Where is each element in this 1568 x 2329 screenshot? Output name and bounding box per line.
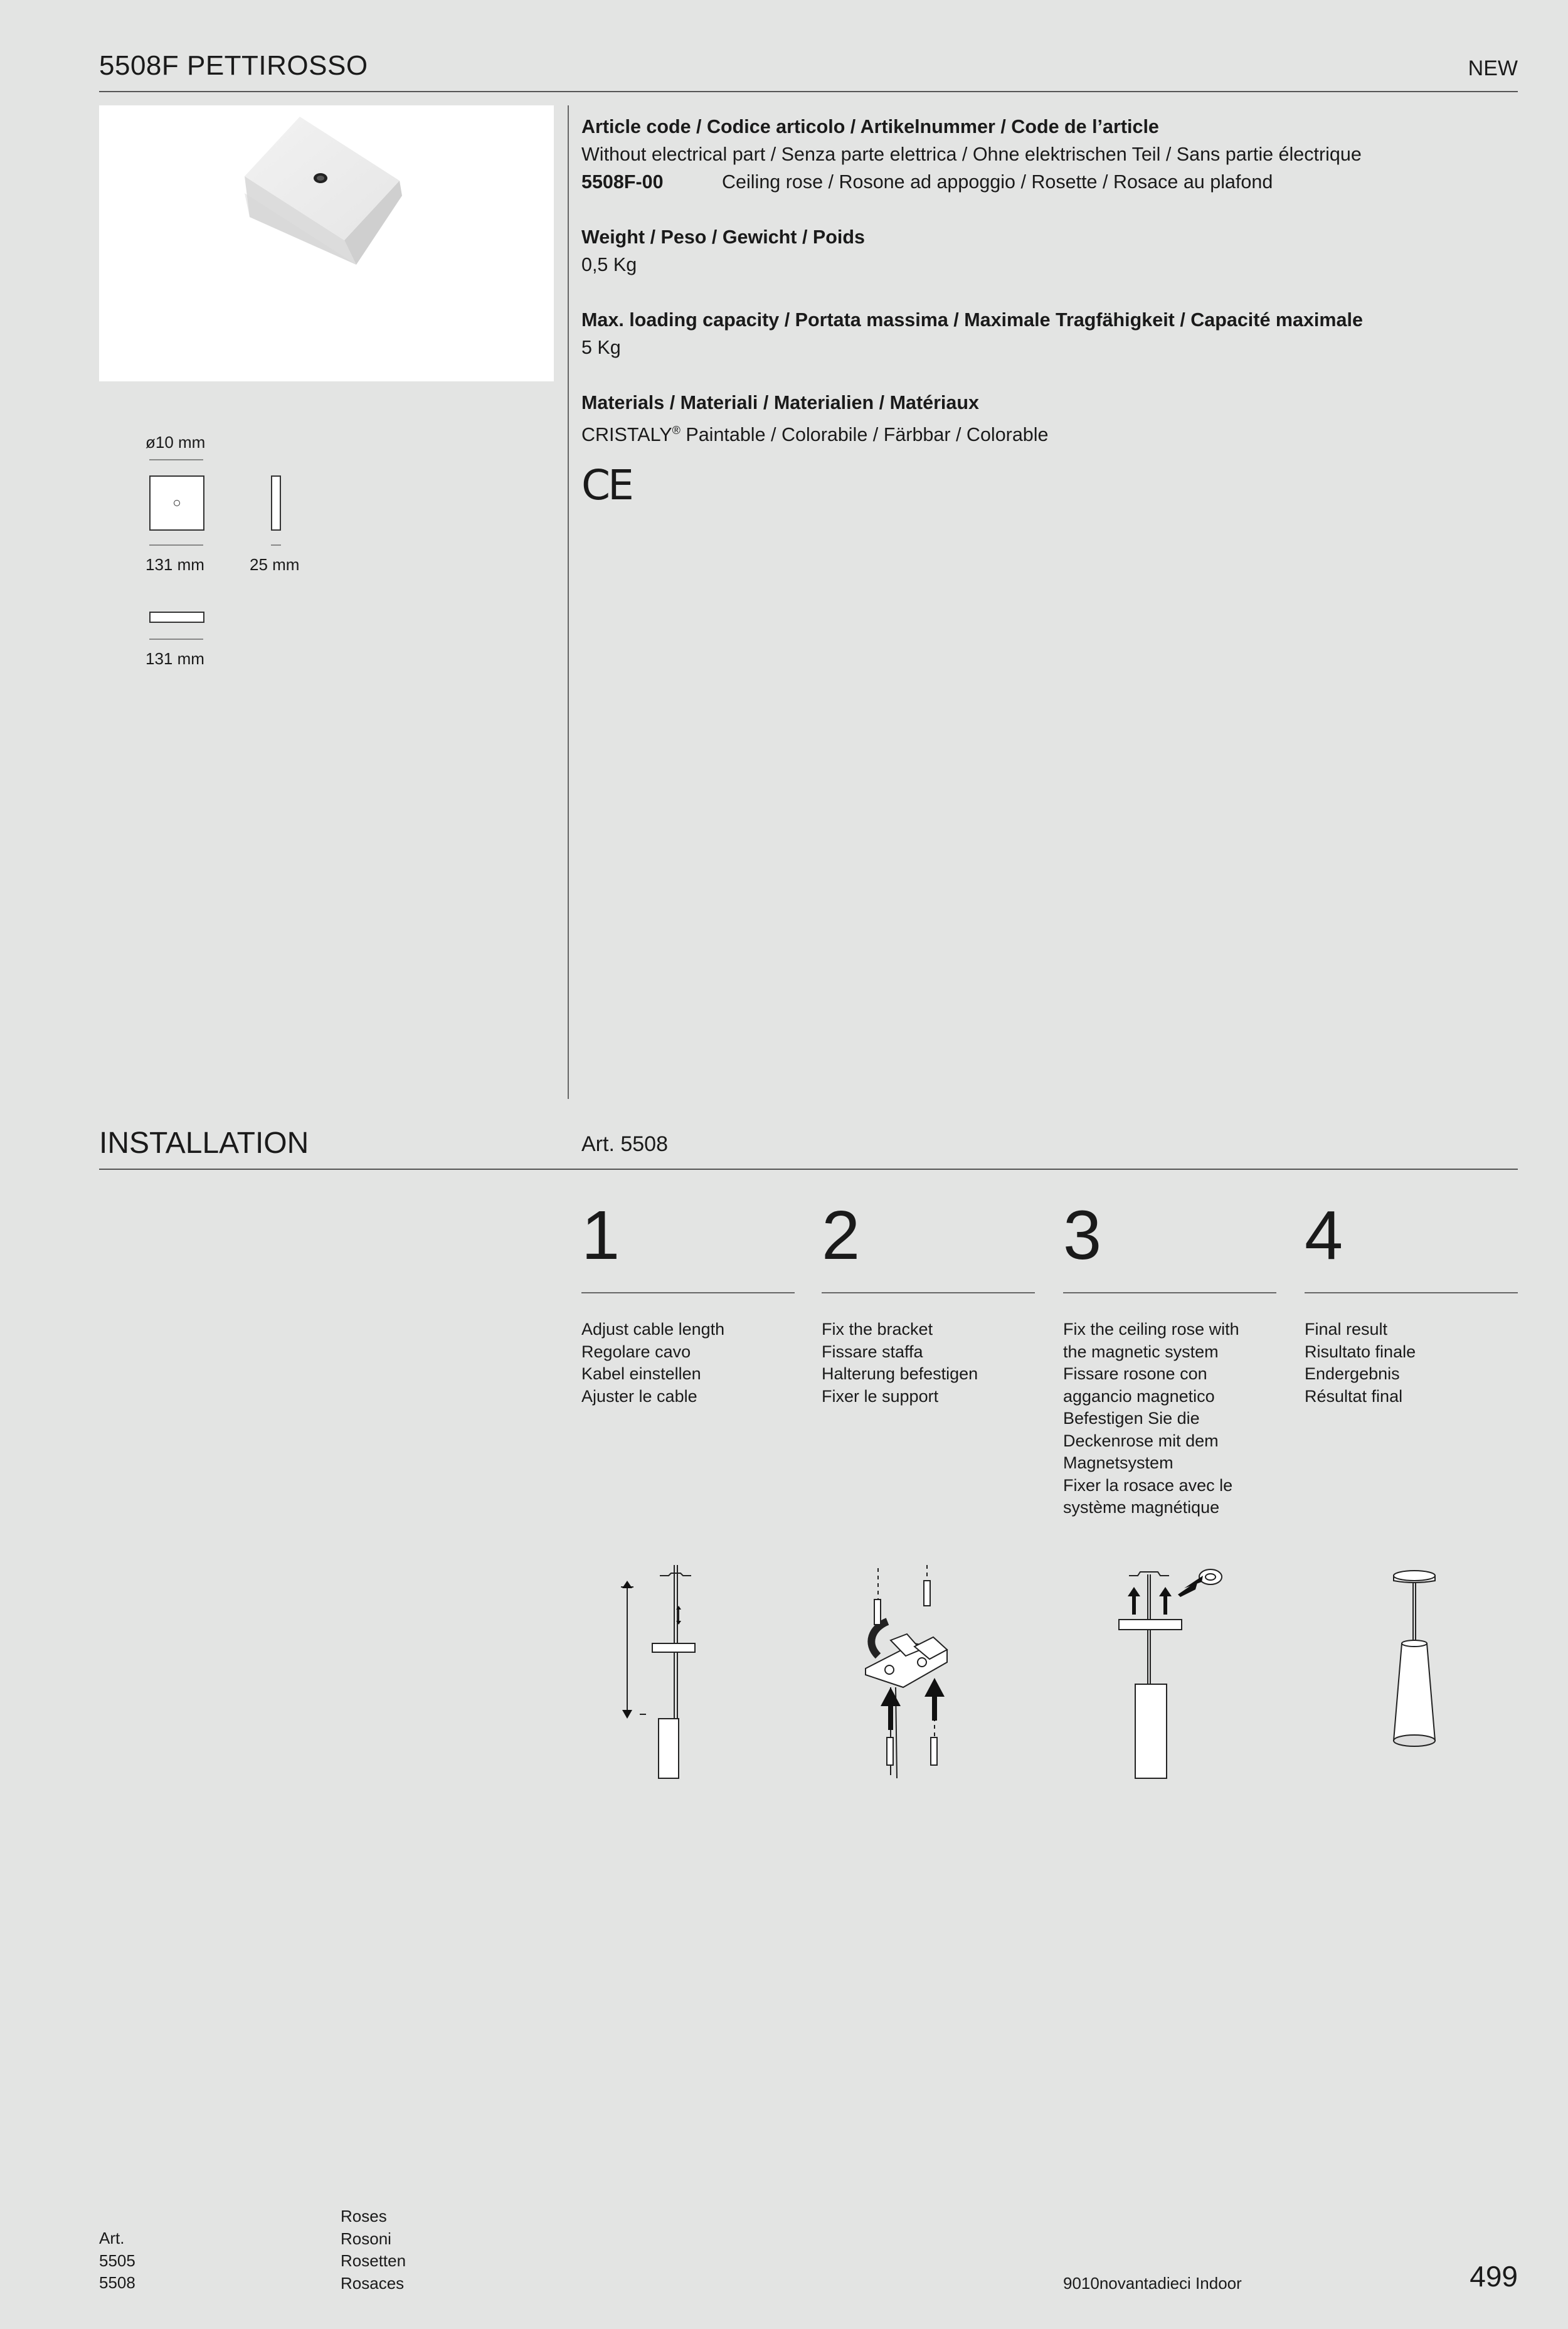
depth-dimension: 131 mm: [146, 649, 204, 668]
capacity-heading: Max. loading capacity / Portata massima / Maximale Tragfähigkeit / Capacité maximale: [581, 309, 1363, 331]
materials-text: Paintable / Colorabile / Färbbar / Colorable: [680, 424, 1049, 446]
product-photo: [99, 105, 554, 381]
article-code: 5508F-00: [581, 171, 664, 193]
footer-category: Rosoni: [341, 2229, 391, 2248]
footer-art-code: 5505: [99, 2251, 135, 2270]
step-4-illustration: [1367, 1562, 1468, 1750]
step-4-line: Risultato finale: [1305, 1342, 1416, 1361]
materials-value: [581, 416, 1522, 448]
step-2-divider: [822, 1292, 1035, 1293]
step-2-line: Halterung befestigen: [822, 1364, 978, 1383]
step-3-divider: [1063, 1292, 1276, 1293]
installation-divider: [99, 1169, 1518, 1170]
step-2-text: [822, 1318, 1035, 1408]
step-3-number: 3: [1063, 1197, 1102, 1274]
hole-dim-line: [149, 459, 203, 460]
footer-art-label: Art.: [99, 2229, 125, 2247]
step-1-line: Regolare cavo: [581, 1342, 691, 1361]
depth-dim-line: [149, 639, 203, 640]
footer-category-list: [341, 2205, 406, 2295]
step-1-divider: [581, 1292, 795, 1293]
page-title: 5508F PETTIROSSO: [99, 50, 368, 81]
width-dim-line: [149, 544, 203, 546]
step-2-number: 2: [822, 1197, 861, 1274]
step-3-line: Deckenrose mit dem: [1063, 1431, 1219, 1450]
step-3-line: Fissare rosone con: [1063, 1364, 1207, 1383]
weight-heading: Weight / Peso / Gewicht / Poids: [581, 226, 865, 248]
step-1-text: [581, 1318, 795, 1408]
step-2-illustration: [853, 1562, 966, 1788]
step-3-line: Fixer la rosace avec le: [1063, 1475, 1233, 1495]
hole-dimension: ø10 mm: [146, 433, 206, 452]
ceiling-rose-illustration: [99, 105, 554, 381]
step-3-text: [1063, 1318, 1276, 1519]
step-3-line: système magnétique: [1063, 1498, 1220, 1517]
footer-category: Roses: [341, 2207, 387, 2226]
product-info: [581, 113, 1522, 510]
column-divider: [568, 105, 569, 1099]
step-2-line: Fix the bracket: [822, 1320, 933, 1339]
step-1-illustration: [608, 1562, 721, 1788]
step-3-line: Befestigen Sie die: [1063, 1409, 1200, 1428]
page-number: 499: [1470, 2260, 1518, 2293]
step-2-line: Fissare staffa: [822, 1342, 923, 1361]
article-heading: Article code / Codice articolo / Artikelnummer / Code de l’article: [581, 116, 1159, 137]
step-4-text: [1305, 1318, 1518, 1408]
width-dimension: 131 mm: [146, 555, 204, 574]
step-1-line: Adjust cable length: [581, 1320, 725, 1339]
weight-value: 0,5 Kg: [581, 254, 637, 275]
step-4-divider: [1305, 1292, 1518, 1293]
height-dimension: 25 mm: [250, 555, 300, 574]
step-3-line: Magnetsystem: [1063, 1453, 1173, 1472]
article-subtitle: Without electrical part / Senza parte elettrica / Ohne elektrischen Teil / Sans partie électrique: [581, 144, 1362, 165]
footer-art-code: 5508: [99, 2273, 135, 2292]
step-4-line: Final result: [1305, 1320, 1388, 1339]
new-badge: NEW: [1468, 56, 1518, 80]
installation-title: INSTALLATION: [99, 1127, 309, 1160]
step-3-line: Fix the ceiling rose with: [1063, 1320, 1239, 1339]
step-3-line: the magnetic system: [1063, 1342, 1219, 1361]
front-view-drawing: [149, 612, 204, 623]
article-row: [581, 168, 1522, 196]
step-1-line: Ajuster le cable: [581, 1386, 697, 1406]
step-4-line: Résultat final: [1305, 1386, 1403, 1406]
side-view-drawing: [271, 475, 281, 531]
installation-article: Art. 5508: [581, 1132, 668, 1156]
step-4-line: Endergebnis: [1305, 1364, 1400, 1383]
article-description: Ceiling rose / Rosone ad appoggio / Rosette / Rosace au plafond: [722, 171, 1273, 193]
step-4-number: 4: [1305, 1197, 1343, 1274]
registered-mark: ®: [672, 424, 681, 437]
footer-category: Rosetten: [341, 2251, 406, 2270]
footer-brand: 9010novantadieci Indoor: [1063, 2274, 1242, 2293]
materials-brand: CRISTALY: [581, 424, 672, 446]
height-dim-line: [271, 544, 281, 546]
footer-category: Rosaces: [341, 2273, 405, 2293]
step-3-line: aggancio magnetico: [1063, 1386, 1215, 1406]
ce-mark: CE: [581, 461, 632, 510]
footer-article-list: [99, 2227, 135, 2295]
capacity-value: 5 Kg: [581, 337, 621, 358]
top-view-drawing: [149, 475, 204, 531]
step-3-illustration: [1110, 1562, 1236, 1788]
materials-heading: Materials / Materiali / Materialien / Matériaux: [581, 392, 979, 413]
step-1-number: 1: [581, 1197, 620, 1274]
step-1-line: Kabel einstellen: [581, 1364, 701, 1383]
header-divider: [99, 91, 1518, 92]
step-2-line: Fixer le support: [822, 1386, 939, 1406]
